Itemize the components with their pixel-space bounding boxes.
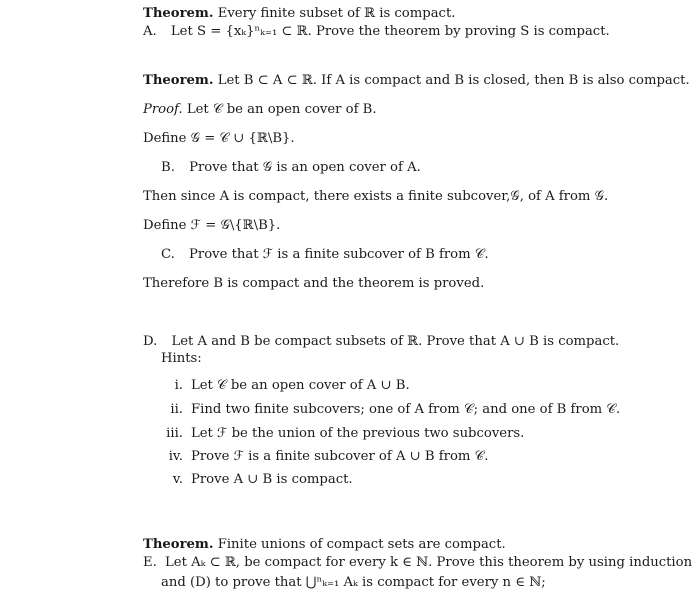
proof-label: Proof. [143, 102, 183, 117]
theorem-label: Theorem. [143, 537, 214, 552]
part-marker: C. [161, 247, 175, 262]
part-marker: B. [161, 160, 175, 175]
hint-text: Let ℱ be the union of the previous two subcovers. [191, 426, 525, 441]
part-b-text: Prove that 𝒢 is an open cover of A. [189, 160, 421, 175]
hint-text: Prove A ∪ B is compact. [191, 472, 353, 487]
hint-number: i. [174, 378, 183, 393]
part-c [161, 247, 489, 263]
hint-number: v. [172, 472, 183, 487]
theorem-1 [143, 6, 455, 22]
part-marker: E. [143, 555, 157, 570]
part-d [143, 334, 619, 350]
hint-text: Prove ℱ is a finite subcover of A ∪ B from 𝒞. [191, 449, 489, 464]
part-d-text: Let A and B be compact subsets of ℝ. Prove that A ∪ B is compact. [171, 334, 620, 349]
hint-number: ii. [170, 402, 183, 417]
theorem-3 [143, 537, 506, 553]
part-marker: D. [143, 334, 158, 349]
part-e-line2: and (D) to prove that ⋃ⁿₖ₌₁ Aₖ is compact for every n ∈ ℕ; [161, 575, 546, 590]
theorem-text: Every finite subset of ℝ is compact. [217, 6, 456, 21]
hint-number: iv. [168, 449, 183, 464]
part-e-line1 [143, 555, 692, 571]
hints-label: Hints: [161, 351, 202, 366]
part-e-text: Let Aₖ ⊂ ℝ, be compact for every k ∈ ℕ. Prove this theorem by using induction [165, 555, 693, 570]
theorem-label: Theorem. [143, 6, 214, 21]
theorem-2 [143, 73, 690, 89]
part-a [143, 24, 610, 40]
part-b [161, 160, 421, 176]
part-c-text: Prove that ℱ is a finite subcover of B from 𝒞. [189, 247, 489, 262]
hint-text: Find two finite subcovers; one of A from 𝒞; and one of B from 𝒞. [191, 402, 621, 417]
define-f: Define ℱ = 𝒢\{ℝ\B}. [143, 218, 281, 233]
part-a-text: Let S = {xₖ}ⁿₖ₌₁ ⊂ ℝ. Prove the theorem by proving S is compact. [170, 24, 610, 39]
proof-line [143, 102, 377, 118]
define-g: Define 𝒢 = 𝒞 ∪ {ℝ\B}. [143, 131, 295, 146]
part-marker: A. [143, 24, 157, 39]
hint-number: iii. [166, 426, 183, 441]
therefore-line: Therefore B is compact and the theorem is proved. [143, 276, 485, 291]
theorem-label: Theorem. [143, 73, 214, 88]
then-since-line: Then since A is compact, there exists a finite subcover,𝒢, of A from 𝒢. [143, 189, 609, 204]
proof-text: Let 𝒞 be an open cover of B. [186, 102, 377, 117]
theorem-text: Let B ⊂ A ⊂ ℝ. If A is compact and B is closed, then B is also compact. [217, 73, 690, 88]
theorem-text: Finite unions of compact sets are compact. [217, 537, 506, 552]
hint-text: Let 𝒞 be an open cover of A ∪ B. [191, 378, 410, 393]
